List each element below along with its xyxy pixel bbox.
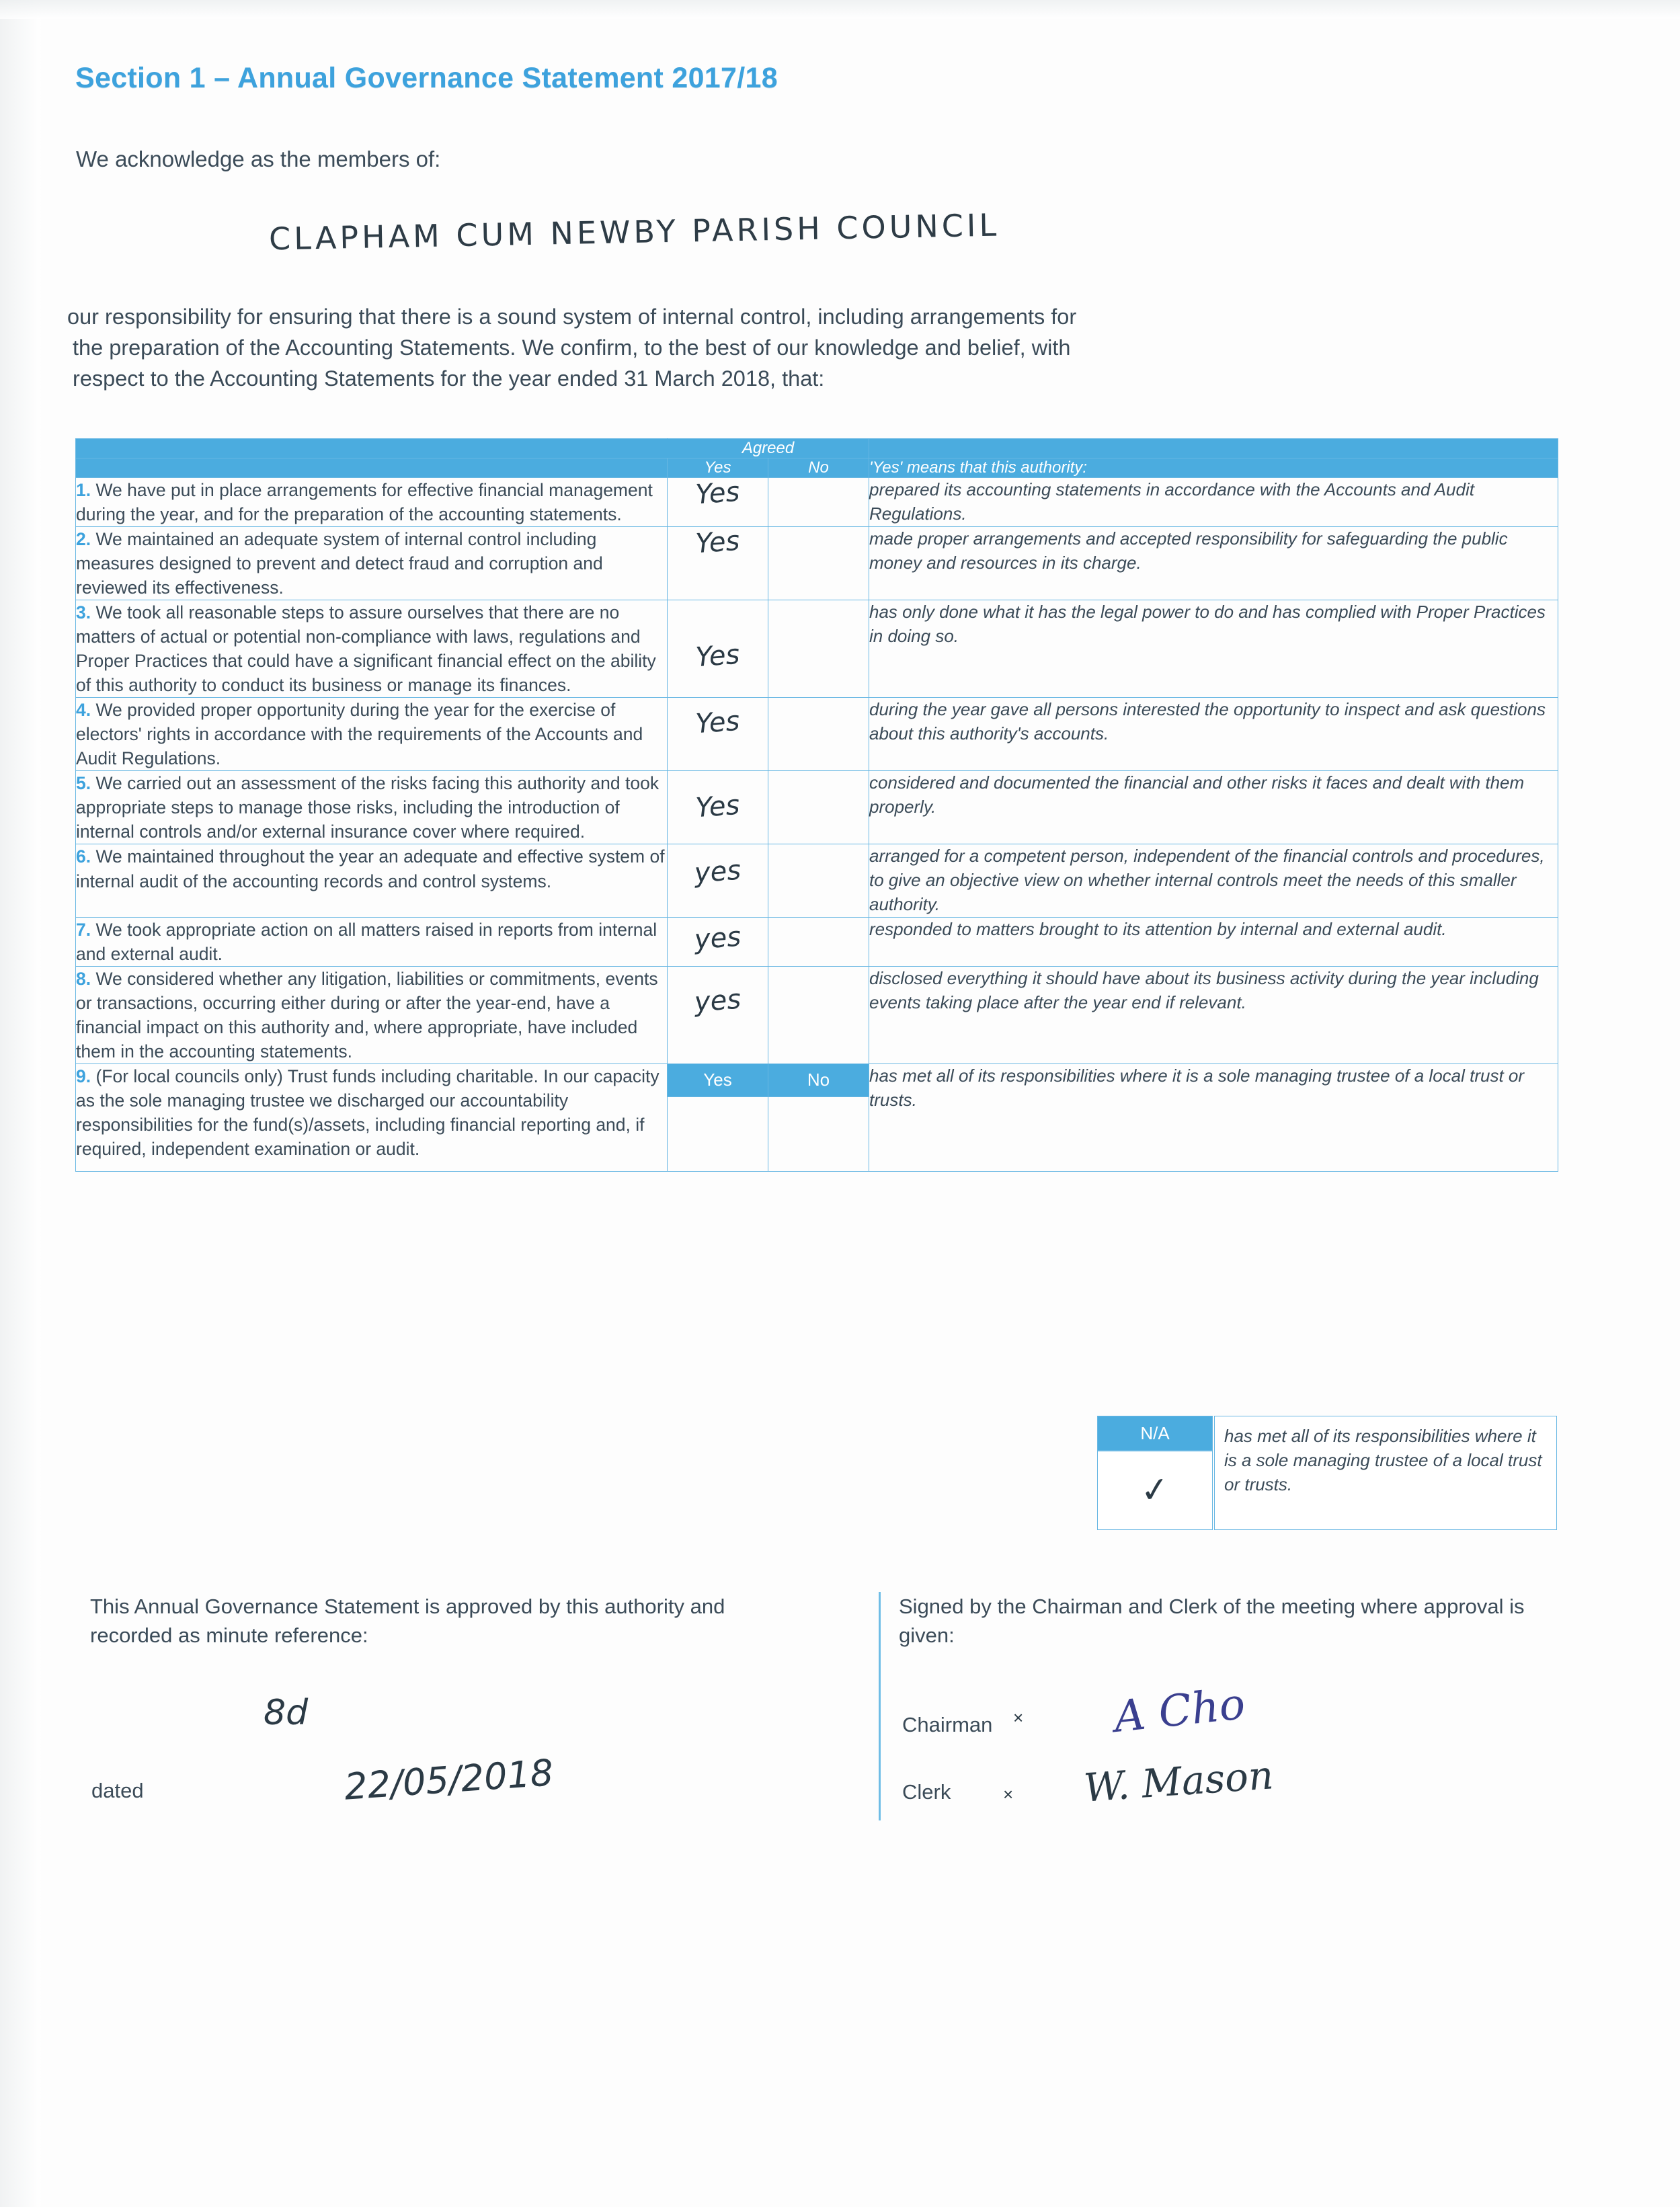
governance-statement-table [75,438,1558,1172]
no-cell-5[interactable] [768,771,869,844]
table-row [76,478,1558,527]
row-number-5: 5. [76,773,91,794]
yes-cell-1[interactable] [668,478,768,527]
statement-text-5: We carried out an assessment of the risks facing this authority and took appropriate steps to manage those risks, including the introduction of internal controls and/or external insurance cover where required. [76,773,659,842]
yes-cell-6[interactable] [668,844,768,918]
row9-yes-cell[interactable] [668,1097,768,1172]
row-number-6: 6. [76,846,91,867]
means-cell-1: prepared its accounting statements in accordance with the Accounts and Audit Regulations. [869,478,1558,527]
intro-paragraph [67,301,1538,394]
handwritten-answer-7: yes [693,921,742,956]
no-cell-6[interactable] [768,844,869,918]
means-cell-4: during the year gave all persons interested the opportunity to inspect and ask questions about this authority's accounts. [869,698,1558,771]
dated-value: 22/05/2018 [343,1751,555,1808]
handwritten-answer-4: Yes [694,706,741,740]
no-cell-1[interactable] [768,478,869,527]
row9-no-header: No [768,1064,869,1097]
statement-cell-5 [76,771,668,844]
page-title: Section 1 – Annual Governance Statement 2017/18 [75,62,778,94]
statement-text-4: We provided proper opportunity during the year for the exercise of electors' rights in accordance with the requirements of the Accounts and Audit Regulations. [76,700,643,769]
table-row [76,967,1558,1064]
row9-na-cell[interactable] [1097,1451,1213,1530]
approval-text: This Annual Governance Statement is approved by this authority and recorded as minute reference: [90,1595,725,1648]
handwritten-answer-8: yes [693,984,742,1018]
minute-reference-value: 8d [264,1693,309,1733]
statement-text-6: We maintained throughout the year an adequate and effective system of internal audit of the accounting records and control systems. [76,846,665,891]
means-cell-9: has met all of its responsibilities where it is a sole managing trustee of a local trust or trusts. [869,1064,1558,1172]
row9-no-cell[interactable] [768,1097,869,1172]
no-cell-2[interactable] [768,527,869,600]
row-number-7: 7. [76,920,91,940]
no-cell-8[interactable] [768,967,869,1064]
statement-cell-3 [76,600,668,698]
chairman-label: Chairman [902,1713,993,1736]
handwritten-answer-3: Yes [694,639,741,674]
table-header-row-agreed [76,439,1558,458]
scan-edge-left [0,0,40,2207]
footer-section [75,1592,1558,1847]
row-number-9: 9. [76,1066,91,1087]
footer-divider [879,1592,881,1820]
table-row [76,698,1558,771]
row-number-3: 3. [76,602,91,623]
table-row-9 [76,1064,1558,1097]
header-no: No [768,458,869,478]
header-blank-left [76,439,668,458]
row-number-8: 8. [76,969,91,990]
means-cell-2: made proper arrangements and accepted responsibility for safeguarding the public money and resources in its charge. [869,527,1558,600]
statement-text-8: We considered whether any litigation, liabilities or commitments, events or transactions, occurring either during or after the year-end, have a financial impact on this authority and, where appropriate, have included them in the accounting statements. [76,969,658,1062]
means-cell-6: arranged for a competent person, independent of the financial controls and procedures, to give an objective view on whether internal controls meet the needs of this smaller authority. [869,844,1558,918]
handwritten-answer-6: yes [693,855,742,889]
no-cell-7[interactable] [768,918,869,967]
statement-text-2: We maintained an adequate system of internal control including measures designed to prevent and detect fraud and corruption and reviewed its effectiveness. [76,529,603,598]
table-row [76,918,1558,967]
header-blank-right [869,439,1558,458]
row-number-2: 2. [76,529,91,550]
statement-cell-1 [76,478,668,527]
row-number-1: 1. [76,480,91,500]
header-blank-left-2 [76,458,668,478]
handwritten-answer-2: Yes [694,525,741,560]
intro-line-1: our responsibility for ensuring that there is a sound system of internal control, including arrangements for [67,305,1077,329]
header-yes-means: 'Yes' means that this authority: [869,458,1558,478]
clerk-label: Clerk [902,1780,951,1804]
means-cell-5: considered and documented the financial and other risks it faces and dealt with them properly. [869,771,1558,844]
means-cell-8: disclosed everything it should have about its business activity during the year including events taking place after the year end if relevant. [869,967,1558,1064]
header-agreed: Agreed [668,439,869,458]
table-row [76,844,1558,918]
statement-cell-6 [76,844,668,918]
means-cell-7: responded to matters brought to its attention by internal and external audit. [869,918,1558,967]
statement-text-1: We have put in place arrangements for effective financial management during the year, and for the preparation of the accounting statements. [76,480,653,525]
yes-cell-3[interactable] [668,600,768,698]
statement-cell-7 [76,918,668,967]
statement-text-9: (For local councils only) Trust funds including charitable. In our capacity as the sole managing trustee we discharged our accountability responsibilities for the fund(s)/assets, including financial reporting and, if required, independent examination or audit. [76,1066,659,1160]
statement-cell-9 [76,1064,668,1172]
scan-edge-top [0,0,1680,19]
no-cell-4[interactable] [768,698,869,771]
yes-cell-8[interactable] [668,967,768,1064]
table-row [76,527,1558,600]
statement-cell-8 [76,967,668,1064]
row9-na-checkmark: ✓ [1138,1469,1172,1512]
intro-line-3: respect to the Accounting Statements for the year ended 31 March 2018, that: [73,366,825,391]
row-number-4: 4. [76,700,91,721]
clerk-signature: W. Mason [1082,1752,1275,1811]
means-cell-3: has only done what it has the legal power to do and has complied with Proper Practices in doing so. [869,600,1558,698]
statement-cell-2 [76,527,668,600]
statement-cell-4 [76,698,668,771]
header-yes: Yes [668,458,768,478]
handwritten-answer-5: Yes [694,790,741,824]
row9-na-header: N/A [1097,1416,1213,1451]
yes-cell-2[interactable] [668,527,768,600]
handwritten-answer-1: Yes [694,476,741,511]
intro-line-2: the preparation of the Accounting Statements. We confirm, to the best of our knowledge and belief, with [73,335,1071,360]
acknowledge-line: We acknowledge as the members of: [76,147,441,171]
statement-text-7: We took appropriate action on all matters raised in reports from internal and external audit. [76,920,657,965]
clerk-x-mark: × [1003,1784,1014,1804]
row9-yes-header: Yes [668,1064,768,1097]
table-row [76,771,1558,844]
yes-cell-5[interactable] [668,771,768,844]
chairman-x-mark: × [1013,1708,1024,1728]
dated-label: dated [91,1779,144,1802]
row9-means-text: has met all of its responsibilities where it is a sole managing trustee of a local trust or trusts. [1214,1416,1557,1530]
signed-by-text: Signed by the Chairman and Clerk of the meeting where approval is given: [899,1595,1525,1648]
yes-cell-4[interactable] [668,698,768,771]
yes-cell-7[interactable] [668,918,768,967]
statement-text-3: We took all reasonable steps to assure ourselves that there are no matters of actual or potential non-compliance with laws, regulations and Proper Practices that could have a significant financial effect on the ability of this authority to conduct its business or manage its finances. [76,602,656,696]
table-header-row-cols [76,458,1558,478]
no-cell-3[interactable] [768,600,869,698]
council-name-handwritten: CLAPHAM CUM NEWBY PARISH COUNCIL [268,206,1000,257]
chairman-signature: A Cho [1111,1679,1248,1743]
table-row [76,600,1558,698]
